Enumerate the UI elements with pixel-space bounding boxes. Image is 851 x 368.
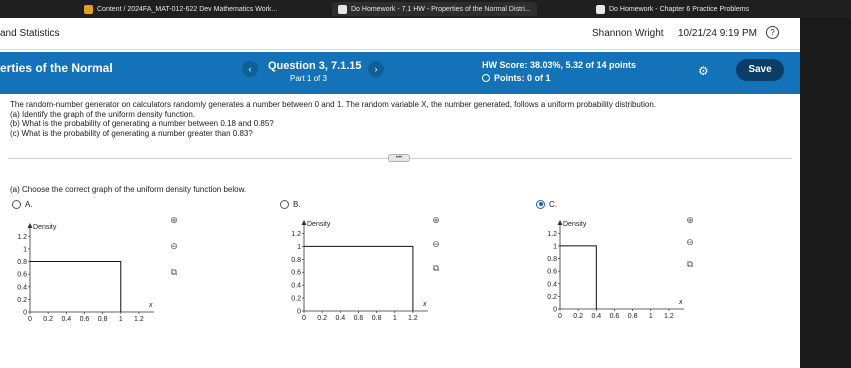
problem-line: (c) What is the probability of generating a number greater than 0.83?	[10, 128, 253, 138]
d2l-favicon-icon	[84, 5, 93, 14]
y-tick-label: 0.8	[291, 256, 301, 264]
y-tick-label: 1	[297, 243, 301, 251]
x-axis-label: x	[423, 301, 427, 308]
graph-option-a	[0, 211, 170, 326]
x-tick-label: 1	[392, 315, 397, 322]
question-part: Part 1 of 3	[290, 74, 327, 83]
popout-icon[interactable]: ⧉	[170, 267, 178, 277]
expand-more-button[interactable]: •••	[388, 154, 410, 162]
zoom-in-icon[interactable]: ⊕	[686, 215, 694, 225]
density-line	[304, 246, 413, 311]
x-tick-label: 1.2	[134, 316, 144, 323]
pearson-favicon-icon	[596, 5, 605, 14]
graph-option-c	[524, 211, 694, 326]
tab-label: Do Homework - 7.1 HW - Properties of the Normal Distri...	[351, 5, 531, 13]
x-tick-label: 0.2	[43, 316, 54, 323]
y-axis-arrow	[558, 220, 563, 225]
y-axis-label: Density	[307, 221, 331, 228]
x-tick-label: 0.4	[591, 313, 602, 320]
x-tick-label: 1	[118, 316, 123, 323]
option-c[interactable]	[536, 198, 557, 210]
zoom-in-icon[interactable]: ⊕	[170, 215, 178, 225]
date-time: 10/21/24 9:19 PM	[678, 28, 757, 39]
y-tick-label: 0.8	[547, 256, 557, 264]
option-b-label: B.	[293, 199, 301, 209]
problem-line: The random-number generator on calculators randomly generates a number between 0 and 1. The random variable X, the number generated, follows a uniform probability distribution.	[10, 100, 656, 109]
zoom-out-icon[interactable]: ⊖	[686, 237, 694, 247]
y-tick-label: 0.2	[547, 293, 557, 301]
y-tick-label: 0.2	[291, 295, 301, 303]
y-tick-label: 0	[23, 309, 27, 317]
browser-tab-bar	[0, 0, 851, 18]
problem-line: (a) Identify the graph of the uniform density function.	[10, 109, 195, 119]
y-tick-label: 1.2	[17, 233, 27, 241]
option-c-label: C.	[549, 199, 557, 209]
option-b[interactable]	[280, 198, 301, 210]
zoom-out-icon[interactable]: ⊖	[432, 239, 440, 249]
y-tick-label: 0.4	[291, 282, 301, 290]
option-a-label: A.	[25, 199, 33, 209]
graph-option-b	[268, 211, 438, 326]
homework-title: erties of the Normal	[0, 61, 113, 75]
option-a-radio[interactable]	[12, 200, 21, 209]
x-tick-label: 0.4	[335, 315, 346, 322]
tab-label: Content / 2024FA_MAT-012-622 Dev Mathematics Work...	[97, 5, 278, 13]
x-tick-label: 0	[302, 315, 306, 322]
problem-line: (b) What is the probability of generating a number between 0.18 and 0.85?	[10, 119, 274, 128]
x-tick-label: 0	[28, 316, 32, 323]
x-tick-label: 0.8	[627, 313, 638, 320]
y-tick-label: 0.6	[547, 268, 557, 276]
y-tick-label: 0.8	[17, 259, 27, 267]
x-tick-label: 0	[558, 313, 562, 320]
y-axis-label: Density	[563, 221, 587, 228]
course-header	[0, 18, 800, 50]
gear-icon[interactable]: ⚙	[698, 64, 709, 78]
part-a-prompt: (a) Choose the correct graph of the uniform density function below.	[10, 185, 247, 194]
zoom-out-icon[interactable]: ⊖	[170, 241, 178, 251]
user-name: Shannon Wright	[592, 28, 664, 39]
y-tick-label: 0	[297, 308, 301, 316]
previous-question-button[interactable]: ‹	[242, 61, 258, 77]
y-axis-arrow	[302, 220, 307, 225]
x-tick-label: 1	[648, 313, 653, 320]
x-tick-label: 0.8	[371, 315, 382, 322]
homework-header	[0, 52, 800, 94]
x-tick-label: 0.6	[79, 316, 90, 323]
y-tick-label: 1	[553, 243, 557, 251]
y-tick-label: 0.6	[291, 269, 301, 277]
y-tick-label: 1	[23, 246, 27, 254]
tab-label: Do Homework - Chapter 6 Practice Problems	[609, 5, 750, 13]
popout-icon[interactable]: ⧉	[432, 263, 440, 273]
x-tick-label: 0.6	[609, 313, 620, 320]
x-tick-label: 1.2	[664, 313, 674, 320]
save-button[interactable]: Save	[736, 59, 784, 81]
zoom-in-icon[interactable]: ⊕	[432, 215, 440, 225]
option-a[interactable]	[12, 198, 33, 210]
x-tick-label: 0.4	[61, 316, 72, 323]
popout-icon[interactable]: ⧉	[686, 259, 694, 269]
x-tick-label: 0.8	[97, 316, 108, 323]
density-line	[560, 246, 596, 309]
points-label: Points: 0 of 1	[494, 73, 551, 83]
x-tick-label: 0.2	[317, 315, 328, 322]
y-tick-label: 1.2	[547, 230, 557, 238]
x-tick-label: 0.6	[353, 315, 364, 322]
points-status	[482, 73, 551, 83]
x-tick-label: 0.2	[573, 313, 584, 320]
pearson-favicon-icon	[338, 5, 347, 14]
y-axis-arrow	[28, 223, 33, 228]
help-icon[interactable]: ?	[766, 26, 779, 39]
y-tick-label: 0.6	[17, 271, 27, 279]
next-question-button[interactable]: ›	[368, 61, 384, 77]
density-line	[30, 262, 121, 312]
y-tick-label: 0.4	[17, 284, 27, 292]
tab-chapter-6[interactable]	[596, 2, 749, 16]
option-c-radio[interactable]	[536, 200, 545, 209]
problem-statement	[10, 100, 656, 138]
option-b-radio[interactable]	[280, 200, 289, 209]
question-number: Question 3, 7.1.15	[268, 60, 362, 72]
y-axis-label: Density	[33, 224, 57, 231]
tab-content[interactable]	[84, 2, 277, 16]
hw-score: HW Score: 38.03%, 5.32 of 14 points	[482, 60, 637, 70]
x-axis-label: x	[149, 302, 153, 309]
right-margin	[800, 18, 851, 368]
y-tick-label: 1.2	[291, 230, 301, 238]
course-title: and Statistics	[0, 28, 60, 39]
y-tick-label: 0.4	[547, 281, 557, 289]
y-tick-label: 0	[553, 306, 557, 314]
y-tick-label: 0.2	[17, 296, 27, 304]
x-tick-label: 1.2	[408, 315, 418, 322]
x-axis-label: x	[679, 299, 683, 306]
tab-homework-7-1[interactable]	[332, 2, 537, 16]
points-circle-icon	[482, 74, 490, 82]
page-content	[0, 18, 800, 368]
